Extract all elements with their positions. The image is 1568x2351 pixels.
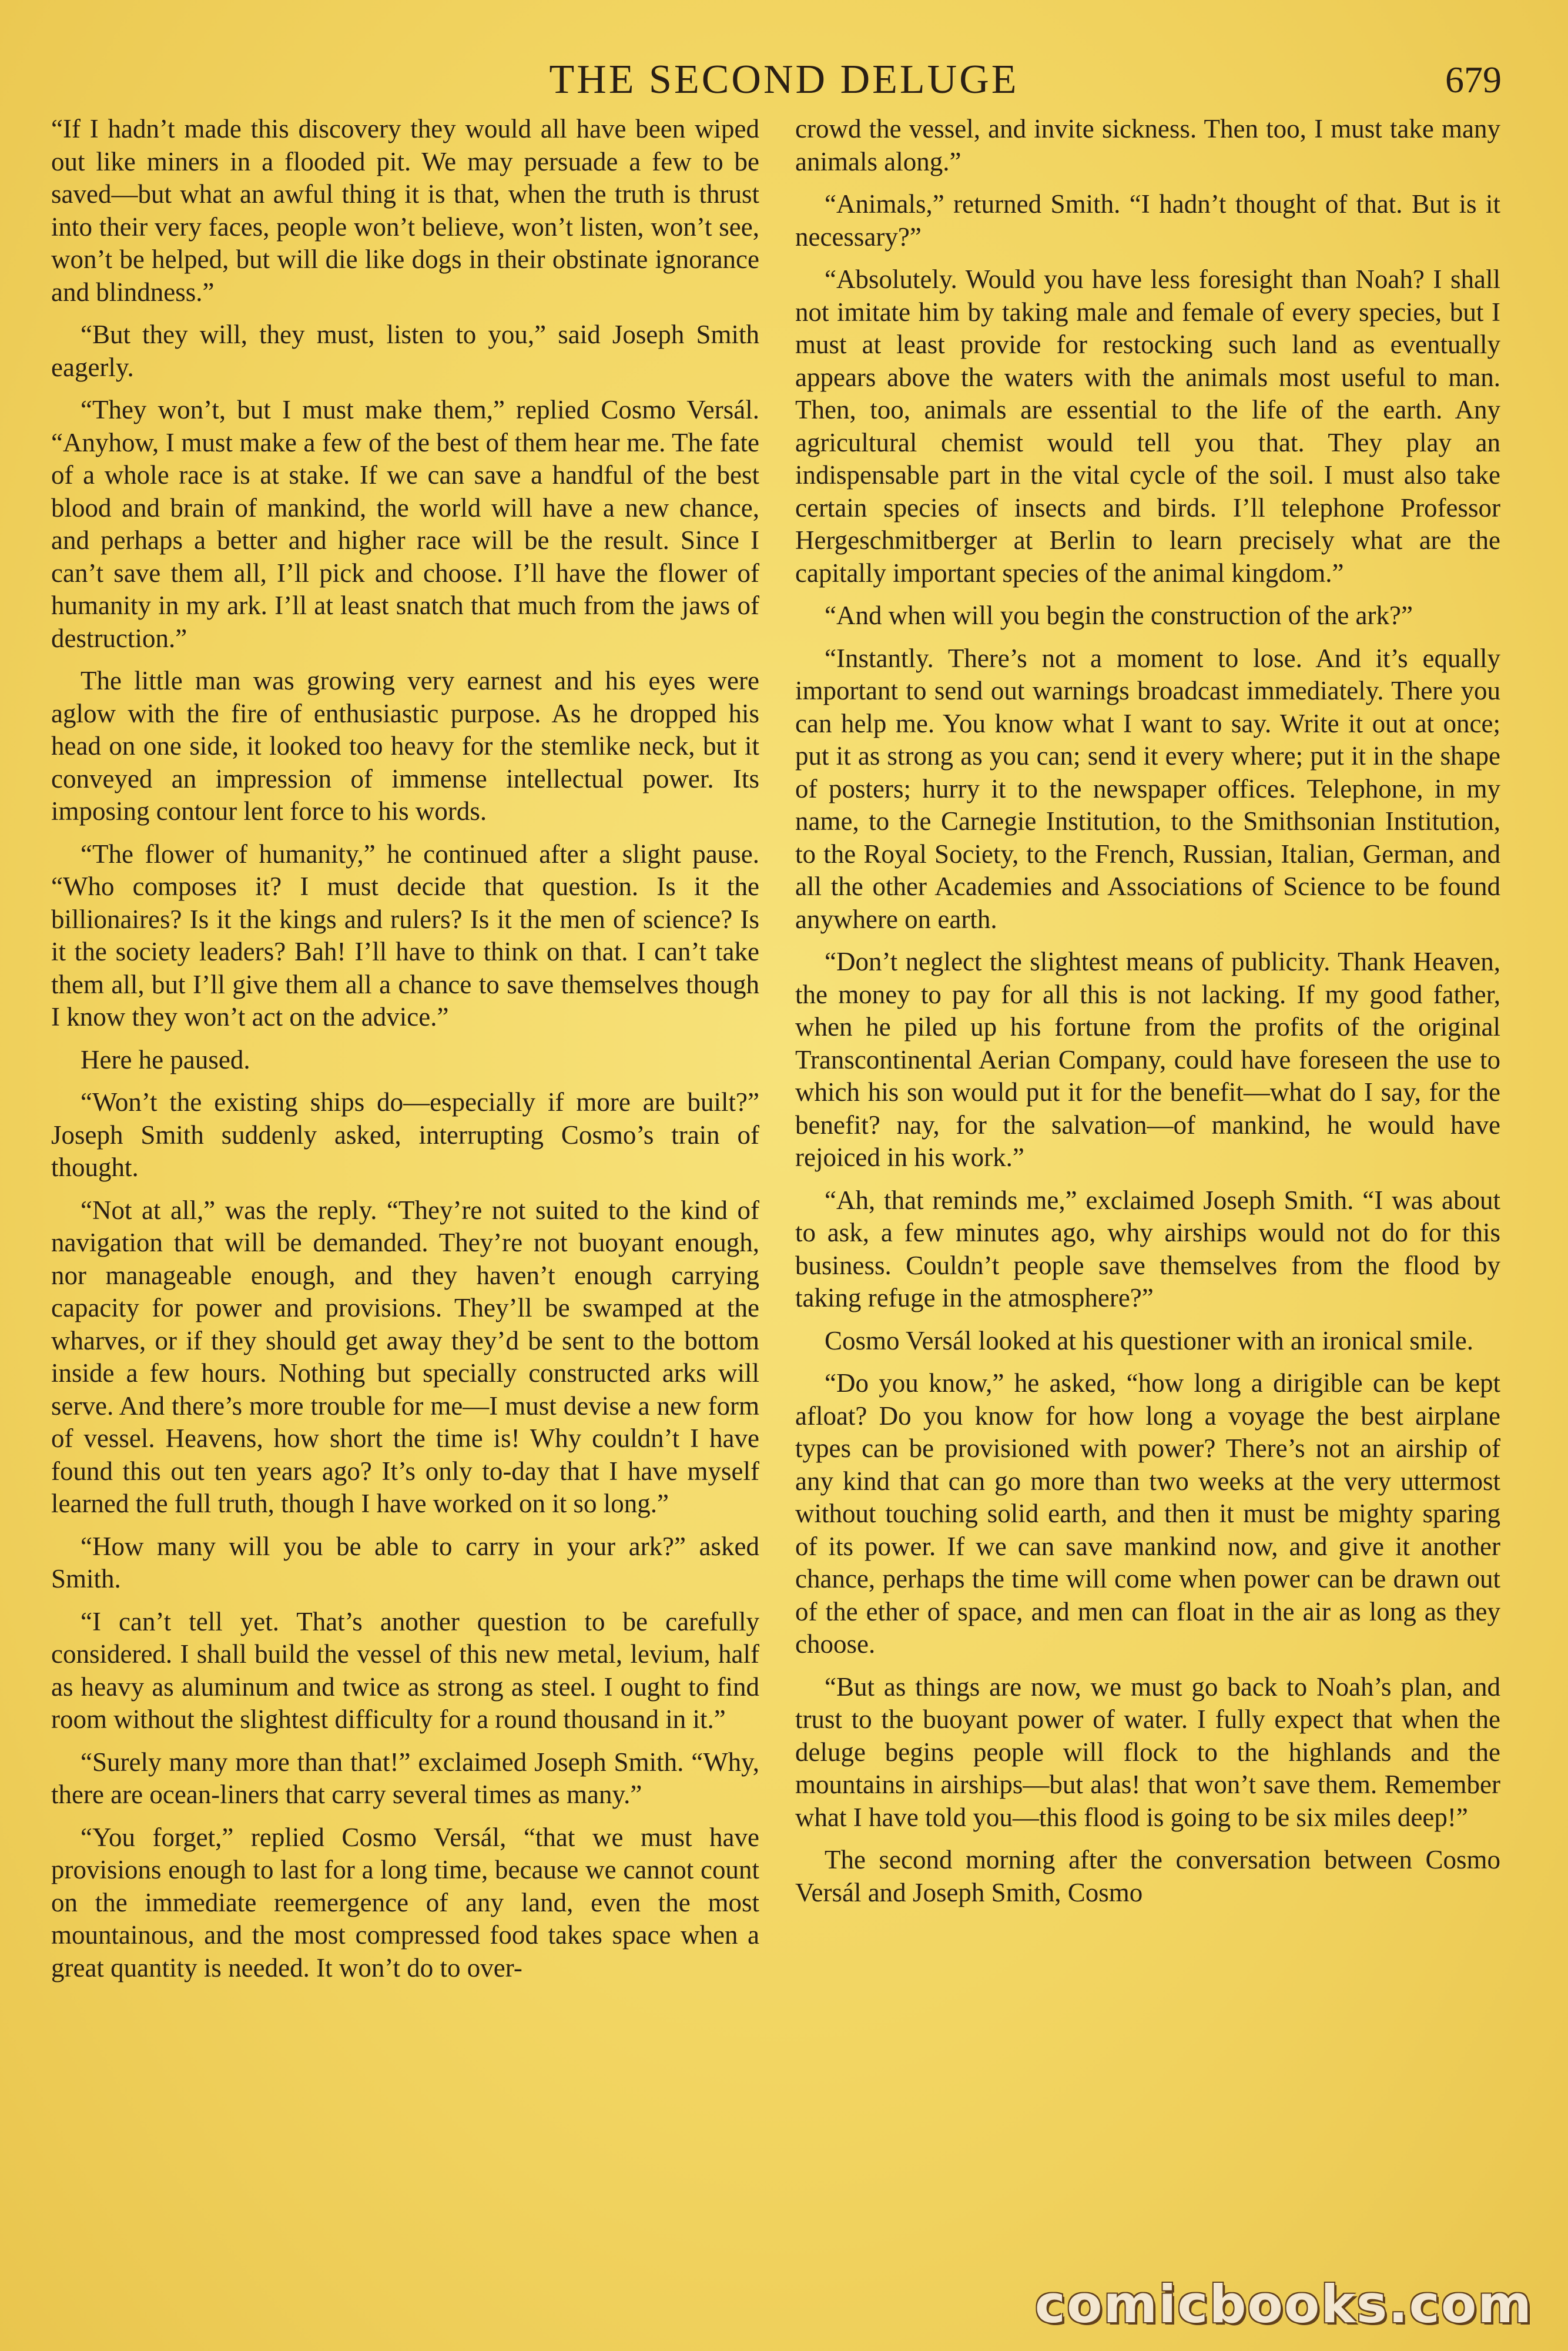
paragraph: “If I hadn’t made this discovery they would all have been wiped out like miners in a flooded pit. We may persuade a few to be saved—but what an awful thing it is that, when the truth is thrust into their very faces, people won’t believe, won’t listen, won’t see, won’t be helped, but will die like dogs in their obstinate ignorance and blindness.” <box>51 114 759 307</box>
watermark-logo: comicbooks.com <box>1034 2274 1533 2335</box>
paragraph: “Instantly. There’s not a moment to lose. And it’s equally important to send out warnings broadcast immediately. There you can help me. You know what I want to say. Write it out at once; put it as strong as you can; send it every where; put it in the shape of posters; hurry it to the newspaper offices. Telephone, in my name, to the Carnegie Institution, to the Smithsonian Institution, to the Royal Society, to the French, Russian, Italian, German, and all the other Academies and Associations of Science to be found anywhere on earth. <box>795 643 1500 934</box>
paragraph: Here he paused. <box>81 1044 250 1074</box>
right-column <box>795 113 1500 1919</box>
paragraph: “And when will you begin the construction of the ark?” <box>825 601 1413 630</box>
paragraph: “But they will, they must, listen to you,” said Joseph Smith eagerly. <box>51 320 759 382</box>
page-number: 679 <box>1445 59 1502 101</box>
paragraph: crowd the vessel, and invite sickness. Then too, I must take many animals along.” <box>795 114 1500 176</box>
paragraph: “Don’t neglect the slightest means of publicity. Thank Heaven, the money to pay for all this is not lacking. If my good father, when he piled up his fortune from the profits of the original Transcontinental Aerian Company, could have foreseen the use to which his son would put it for the benefit—what do I say, for the benefit? nay, for the salvation—of mankind, he would have rejoiced in his work.” <box>795 947 1500 1172</box>
paragraph: The little man was growing very earnest and his eyes were aglow with the fire of enthusiastic purpose. As he dropped his head on one side, it looked too heavy for the stemlike neck, but it conveyed an impression of immense intellectual power. Its imposing contour lent force to his words. <box>51 666 759 826</box>
paragraph: “Animals,” returned Smith. “I hadn’t thought of that. But is it necessary?” <box>795 189 1500 252</box>
paragraph: “Not at all,” was the reply. “They’re not suited to the kind of navigation that will be demanded. They’re not buoyant enough, nor manageable enough, and they haven’t enough carrying capacity for power and provisions. They’ll be swamped at the wharves, or if they should get away they’d be sent to the bottom inside a few hours. Nothing but specially constructed arks will serve. And there’s more trouble for me—I must devise a new form of vessel. Heavens, how short the time is! Why couldn’t I have found this out ten years ago? It’s only to-day that I have myself learned the full truth, though I have worked on it so long.” <box>51 1195 759 1518</box>
paragraph: “Do you know,” he asked, “how long a dirigible can be kept afloat? Do you know for how long a voyage the best airplane types can be provisioned with power? There’s not an airship of any kind that can go more than two weeks at the very uttermost without touching solid earth, and then it must be mighty sparing of its power. If we can save mankind now, and give it another chance, perhaps the time will come when power can be drawn out of the ether of space, and men can float in the air as long as they choose. <box>795 1368 1500 1659</box>
paragraph: “The flower of humanity,” he continued after a slight pause. “Who composes it? I must decide that question. Is it the billionaires? Is it the kings and rulers? Is it the men of science? Is it the society leaders? Bah! I’ll have to think on that. I can’t take them all, but I’ll give them all a chance to save themselves though I know they won’t act on the advice.” <box>51 839 759 1032</box>
paragraph: “How many will you be able to carry in your ark?” asked Smith. <box>51 1531 759 1593</box>
paragraph: “I can’t tell yet. That’s another question to be carefully considered. I shall build the vessel of this new metal, levium, half as heavy as aluminum and twice as strong as steel. I ought to find room without the slightest difficulty for a round thousand in it.” <box>51 1606 759 1734</box>
left-column <box>51 113 759 1994</box>
page-header <box>0 56 1568 103</box>
paragraph: Cosmo Versál looked at his questioner with an ironical smile. <box>825 1325 1473 1355</box>
paragraph: “Ah, that reminds me,” exclaimed Joseph Smith. “I was about to ask, a few minutes ago, why airships would not do for this business. Couldn’t people save themselves from the flood by taking refuge in the atmosphere?” <box>795 1185 1500 1312</box>
paragraph: “Won’t the existing ships do—especially if more are built?” Joseph Smith suddenly asked, interrupting Cosmo’s train of thought. <box>51 1087 759 1182</box>
paragraph: “They won’t, but I must make them,” replied Cosmo Versál. “Anyhow, I must make a few of the best of them hear me. The fate of a whole race is at stake. If we can save a handful of the best blood and brain of mankind, the world will have a new chance, and perhaps a better and higher race will be the result. Since I can’t save them all, I’ll pick and choose. I’ll have the flower of humanity in my ark. I’ll at least snatch that much from the jaws of destruction.” <box>51 395 759 653</box>
paragraph: “But as things are now, we must go back to Noah’s plan, and trust to the buoyant power of water. I fully expect that when the deluge begins people will flock to the highlands and the mountains in airships—but alas! that won’t save them. Remember what I have told you—this flood is going to be six miles deep!” <box>795 1672 1500 1832</box>
paragraph: “Absolutely. Would you have less foresight than Noah? I shall not imitate him by taking male and female of every species, but I must at least provide for restocking such land as eventually appears above the waters with the animals most useful to man. Then, too, animals are essential to the life of the earth. Any agricultural chemist would tell you that. They play an indispensable part in the vital cycle of the soil. I must also take certain species of insects and birds. I’ll telephone Professor Hergeschmitberger at Berlin to learn precisely what are the capitally important species of the animal kingdom.” <box>795 264 1500 588</box>
paragraph: “You forget,” replied Cosmo Versál, “that we must have provisions enough to last for a long time, because we cannot count on the immediate reemergence of any land, even the most mountainous, and the most compressed food takes space when a great quantity is needed. It won’t do to over- <box>51 1822 759 1982</box>
running-title: THE SECOND DELUGE <box>549 57 1019 102</box>
paragraph: The second morning after the conversation between Cosmo Versál and Joseph Smith, Cosmo <box>795 1845 1500 1907</box>
paragraph: “Surely many more than that!” exclaimed Joseph Smith. “Why, there are ocean-liners that carry several times as many.” <box>51 1747 759 1809</box>
